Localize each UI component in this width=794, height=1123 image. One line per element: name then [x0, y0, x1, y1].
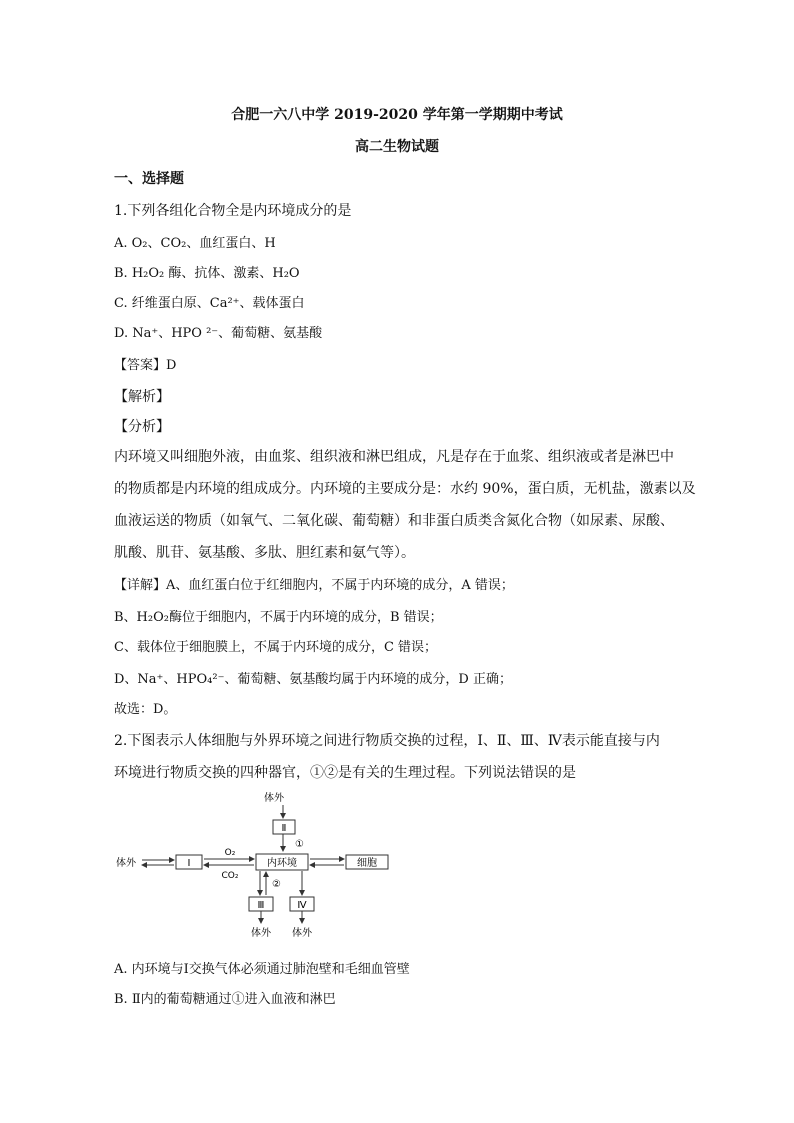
q1-option-b: B. H₂O₂ 酶、抗体、激素、H₂O: [114, 266, 300, 281]
diagram-box-iv-label: Ⅳ: [297, 900, 307, 911]
q1-fenxi-label: 【分析】: [114, 419, 170, 435]
diagram-inner-env: 内环境: [267, 858, 297, 869]
diagram-step1: ①: [295, 839, 304, 850]
diagram-box-iii-label: Ⅲ: [257, 900, 265, 911]
q1-detail-line: B、H₂O₂酶位于细胞内，不属于内环境的成分，B 错误；: [114, 610, 443, 625]
q1-analysis-line: 的物质都是内环境的组成成分。内环境的主要成分是：水约 90%，蛋白质，无机盐，激素以及: [114, 481, 696, 497]
q2-stem-line: 环境进行物质交换的四种器官，①②是有关的生理过程。下列说法错误的是: [114, 765, 576, 781]
q2-stem-line: 2.下图表示人体细胞与外界环境之间进行物质交换的过程，Ⅰ、Ⅱ、Ⅲ、Ⅳ表示能直接与内: [114, 733, 660, 749]
q1-analysis-line: 内环境又叫细胞外液，由血浆、组织液和淋巴组成，凡是存在于血浆、组织液或者是淋巴中: [114, 449, 674, 465]
q2-option-a: A. 内环境与Ⅰ交换气体必须通过肺泡壁和毛细血管壁: [114, 962, 410, 977]
diagram-box-i-label: Ⅰ: [187, 858, 191, 869]
q1-detail-line: 故选：D。: [114, 702, 177, 717]
diagram-o2: O₂: [224, 848, 236, 858]
q2-option-b: B. Ⅱ内的葡萄糖通过①进入血液和淋巴: [114, 992, 336, 1007]
exam-subtitle: 高二生物试题: [355, 139, 439, 155]
q1-detail-line: 【详解】A、血红蛋白位于红细胞内，不属于内环境的成分，A 错误；: [114, 578, 514, 593]
diagram-outside-bottom-1: 体外: [251, 928, 271, 939]
q1-option-a: A. O₂、CO₂、血红蛋白、H: [114, 236, 276, 251]
q1-detail-line: C、载体位于细胞膜上，不属于内环境的成分，C 错误；: [114, 640, 438, 655]
diagram-box-ii-label: Ⅱ: [281, 823, 287, 834]
section-heading: 一、选择题: [114, 171, 184, 187]
q1-analysis-line: 血液运送的物质（如氧气、二氧化碳、葡萄糖）和非蛋白质类含氮化合物（如尿素、尿酸、: [114, 513, 674, 529]
diagram-step2: ②: [272, 879, 281, 890]
diagram-cell: 细胞: [357, 858, 377, 869]
diagram-outside-top: 体外: [264, 793, 284, 804]
q1-detail-line: D、Na⁺、HPO₄²⁻、葡萄糖、氨基酸均属于内环境的成分，D 正确；: [114, 672, 512, 687]
diagram-outside-left: 体外: [116, 858, 136, 869]
q1-option-d: D. Na⁺、HPO ²⁻、葡萄糖、氨基酸: [114, 326, 323, 341]
q1-analysis-line: 肌酸、肌苷、氨基酸、多肽、胆红素和氨气等）。: [114, 545, 415, 561]
q1-jiexi-label: 【解析】: [114, 389, 170, 405]
q1-answer: 【答案】D: [114, 358, 177, 373]
q1-option-c: C. 纤维蛋白原、Ca²⁺、载体蛋白: [114, 296, 305, 311]
exchange-diagram: [110, 785, 410, 945]
diagram-co2: CO₂: [221, 871, 239, 881]
exam-title: 合肥一六八中学 2019-2020 学年第一学期期中考试: [231, 107, 563, 123]
q1-stem: 1.下列各组化合物全是内环境成分的是: [114, 203, 352, 219]
diagram-outside-bottom-2: 体外: [292, 928, 312, 939]
